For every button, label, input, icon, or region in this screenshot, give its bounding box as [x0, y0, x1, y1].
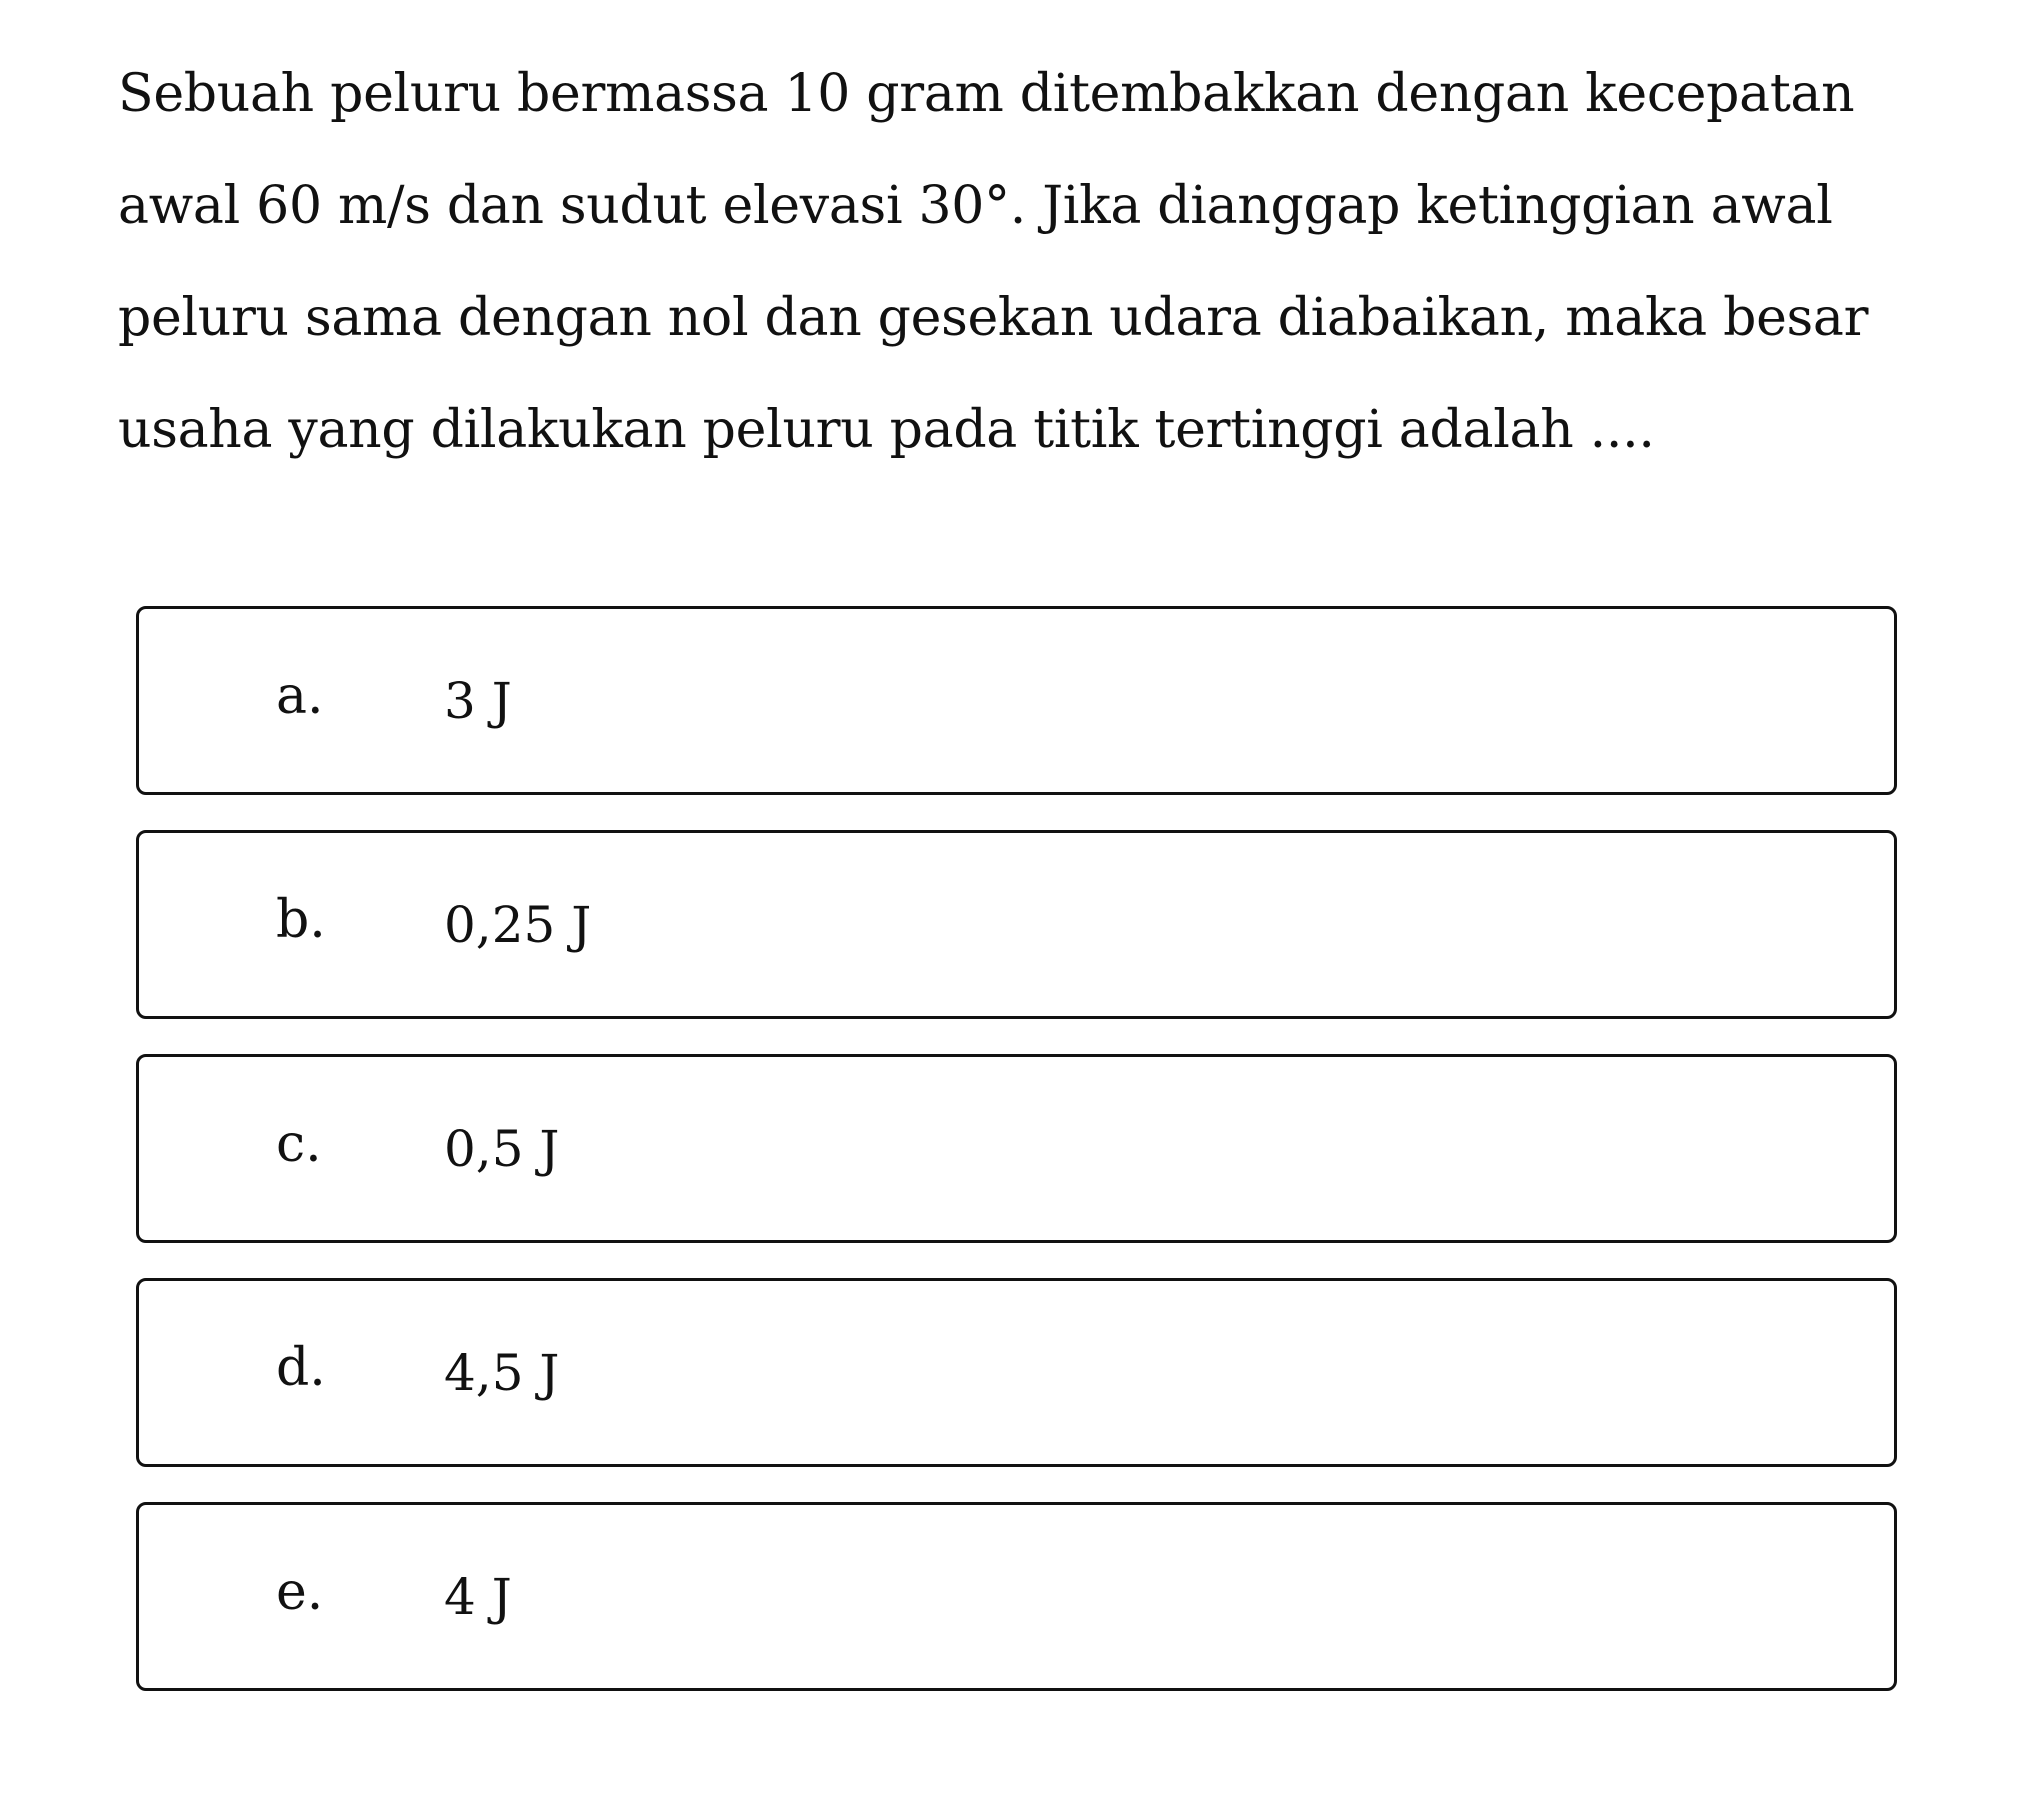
option-letter: d.: [276, 1337, 326, 1398]
option-value: 4 J: [444, 1567, 512, 1626]
option-value: 4,5 J: [444, 1343, 560, 1402]
option-c[interactable]: [136, 1054, 1897, 1243]
option-value: 3 J: [444, 671, 512, 730]
option-letter: b.: [276, 889, 326, 950]
option-value: 0,25 J: [444, 895, 592, 954]
option-letter: c.: [276, 1113, 322, 1174]
option-letter: e.: [276, 1561, 324, 1622]
option-value: 0,5 J: [444, 1119, 560, 1178]
question-text: Sebuah peluru bermassa 10 gram ditembakkan dengan kecepatan awal 60 m/s dan sudut elevasi 30°. Jika dianggap ketinggian awal peluru sama dengan nol dan gesekan udara diabaikan, maka besar usaha yang dilakukan peluru pada titik tertinggi adalah ....: [118, 64, 1869, 460]
option-a[interactable]: [136, 606, 1897, 795]
option-d[interactable]: [136, 1278, 1897, 1467]
option-e[interactable]: [136, 1502, 1897, 1691]
option-letter: a.: [276, 665, 324, 726]
answer-options: [136, 606, 1897, 1726]
option-b[interactable]: [136, 830, 1897, 1019]
